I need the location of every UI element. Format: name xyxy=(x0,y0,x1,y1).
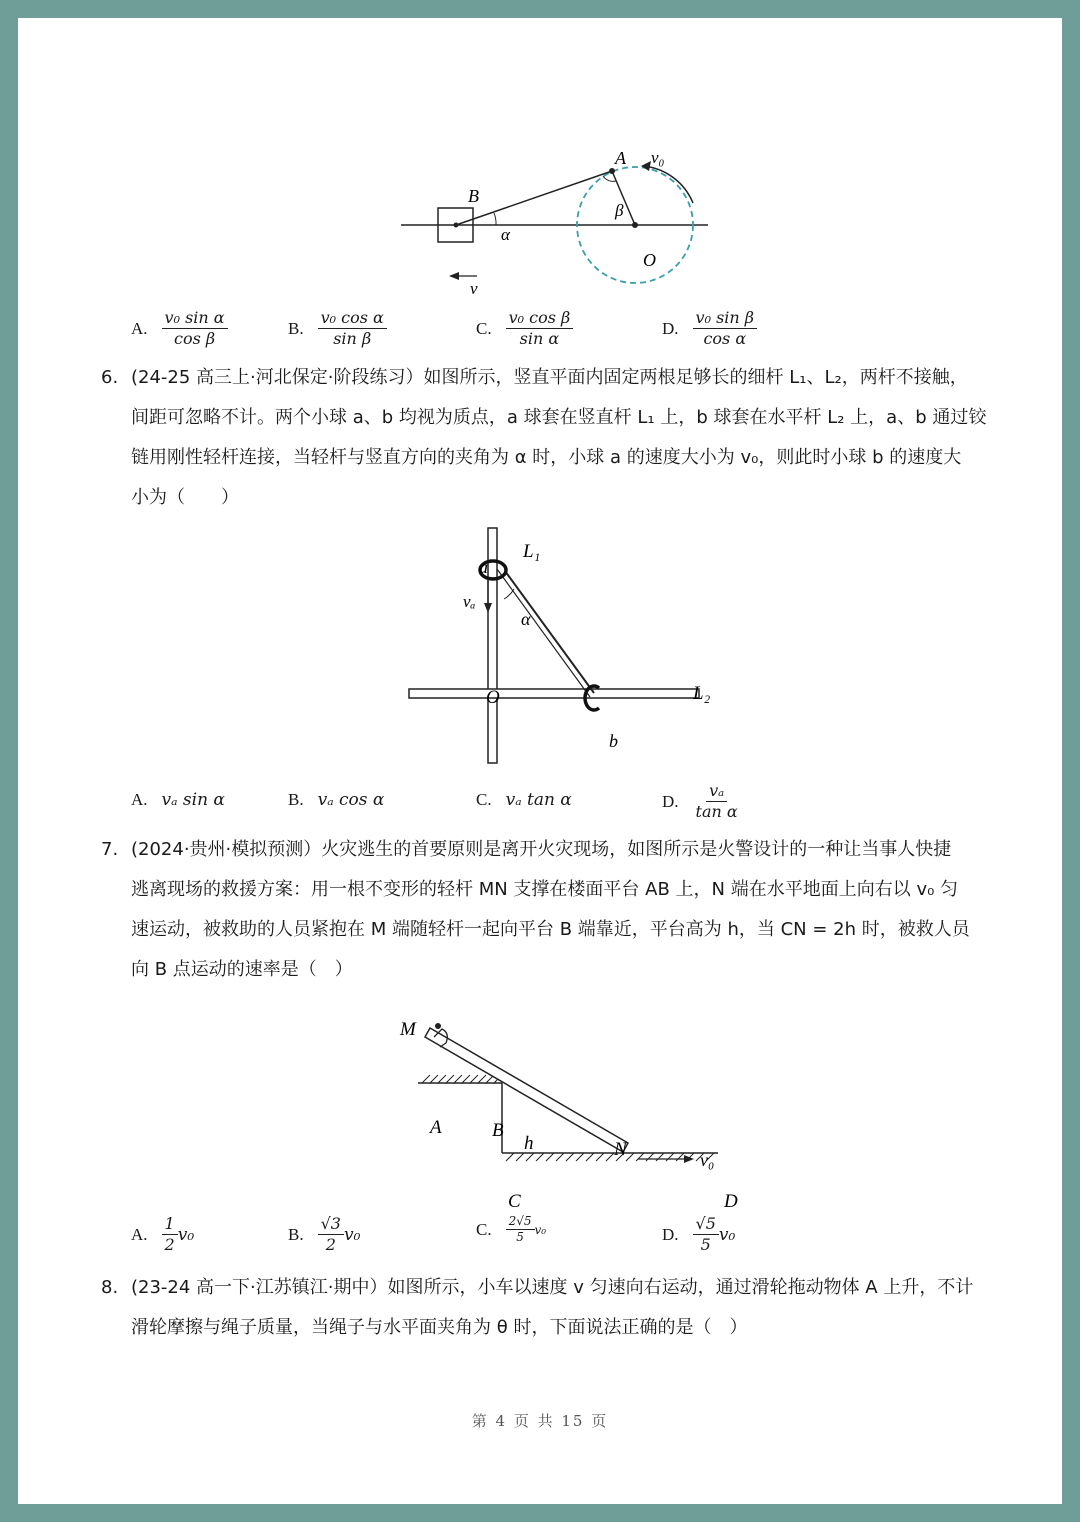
fig7-label-D: D xyxy=(724,1191,738,1212)
q5-option-b[interactable]: B. $\frac{\text{v₀ cos α}}{\text{sin β}}$ xyxy=(288,308,387,349)
q5-option-a[interactable]: A. $\frac{\text{v₀ sin α}}{\text{cos β}}$ xyxy=(131,308,228,349)
figure-q5 xyxy=(393,128,733,308)
document-page xyxy=(18,18,1062,1504)
q5-option-c[interactable]: C. $\frac{\text{v₀ cos β}}{\text{sin α}}$ xyxy=(476,308,573,349)
fig7-label-A: A xyxy=(430,1117,442,1138)
fig5-label-v0: v₀ xyxy=(651,148,665,167)
question-7: 7. (2024·贵州·模拟预测）火灾逃生的首要原则是离开火灾现场，如图所示是火警设计的一种让当事人快捷 逃离现场的救援方案：用一根不变形的轻杆 MN 支撑在楼面平台 AB 上，N 端在水平地面上向右以 v₀ 匀 速运动，被救助的人员紧抱在 M 端随轻杆一起向平台 B 端靠近，平台高为 h，当 CN = 2h 时，被救人员 向 B 点运动的速率是（ ） xyxy=(101,839,970,980)
q7-option-a[interactable]: A. $\frac{1}{2}$ v₀ xyxy=(131,1214,195,1254)
fig6-label-va: vₐ xyxy=(463,592,476,611)
fig5-label-beta: β xyxy=(615,201,624,220)
question-6: 6. (24-25 高三上·河北保定·阶段练习）如图所示，竖直平面内固定两根足够长的细杆 L₁、L₂，两杆不接触， 间距可忽略不计。两个小球 a、b 均视为质点，a 球套在竖直杆 L₁ 上，b 球套在水平杆 L₂ 上，a、b 通过铰 链用刚性轻杆连接，当轻杆与竖直方向的夹角为 α 时，小球 a 的速度大小为 v₀，则此时小球 b 的速度大 小为（ ） xyxy=(101,367,987,508)
figure-q6 xyxy=(403,523,723,773)
q5-option-d[interactable]: D. $\frac{\text{v₀ sin β}}{\text{cos α}}$ xyxy=(662,308,757,349)
fig7-label-C: C xyxy=(508,1191,521,1212)
fig6-label-a: a xyxy=(479,557,488,577)
fig5-label-A: A xyxy=(615,148,626,168)
q6-option-d[interactable]: D. $\frac{\text{vₐ}}{\text{tan α}}$ xyxy=(662,781,738,821)
fig6-label-L2: L₂ xyxy=(693,683,711,704)
figure-q7 xyxy=(378,993,738,1212)
page-footer: 第 4 页 共 15 页 xyxy=(471,1412,609,1430)
fig7-label-h: h xyxy=(524,1133,534,1154)
fig5-label-alpha: α xyxy=(501,225,510,244)
fig7-label-N: N xyxy=(614,1139,627,1160)
fig7-label-v0: v₀ xyxy=(700,1150,715,1170)
q7-option-d[interactable]: D. $\frac{√5}{5}$ v₀ xyxy=(662,1214,736,1254)
fig6-label-O: O xyxy=(486,687,500,708)
fig5-label-O: O xyxy=(643,250,656,270)
q6-option-b[interactable]: B. vₐ cos α xyxy=(288,790,385,810)
question-8: 8. (23-24 高一下·江苏镇江·期中）如图所示，小车以速度 v 匀速向右运动，通过滑轮拖动物体 A 上升，不计 滑轮摩擦与绳子质量，当绳子与水平面夹角为 θ 时，下面说法正确的是（ ） xyxy=(101,1277,974,1338)
fig7-label-M: M xyxy=(400,1019,416,1040)
q7-option-c[interactable]: C. $\frac{2√5}{5}$ v₀ xyxy=(476,1214,547,1244)
q7-option-b[interactable]: B. $\frac{√3}{2}$ v₀ xyxy=(288,1214,361,1254)
fig5-label-v: v xyxy=(470,279,478,298)
fig7-label-B: B xyxy=(492,1120,504,1141)
fig6-label-b: b xyxy=(609,731,618,751)
fig5-label-B: B xyxy=(468,186,479,206)
fig6-label-L1: L₁ xyxy=(523,541,541,562)
q6-option-c[interactable]: C. vₐ tan α xyxy=(476,790,572,810)
q6-option-a[interactable]: A. vₐ sin α xyxy=(131,790,225,810)
fig6-label-alpha: α xyxy=(521,609,531,629)
